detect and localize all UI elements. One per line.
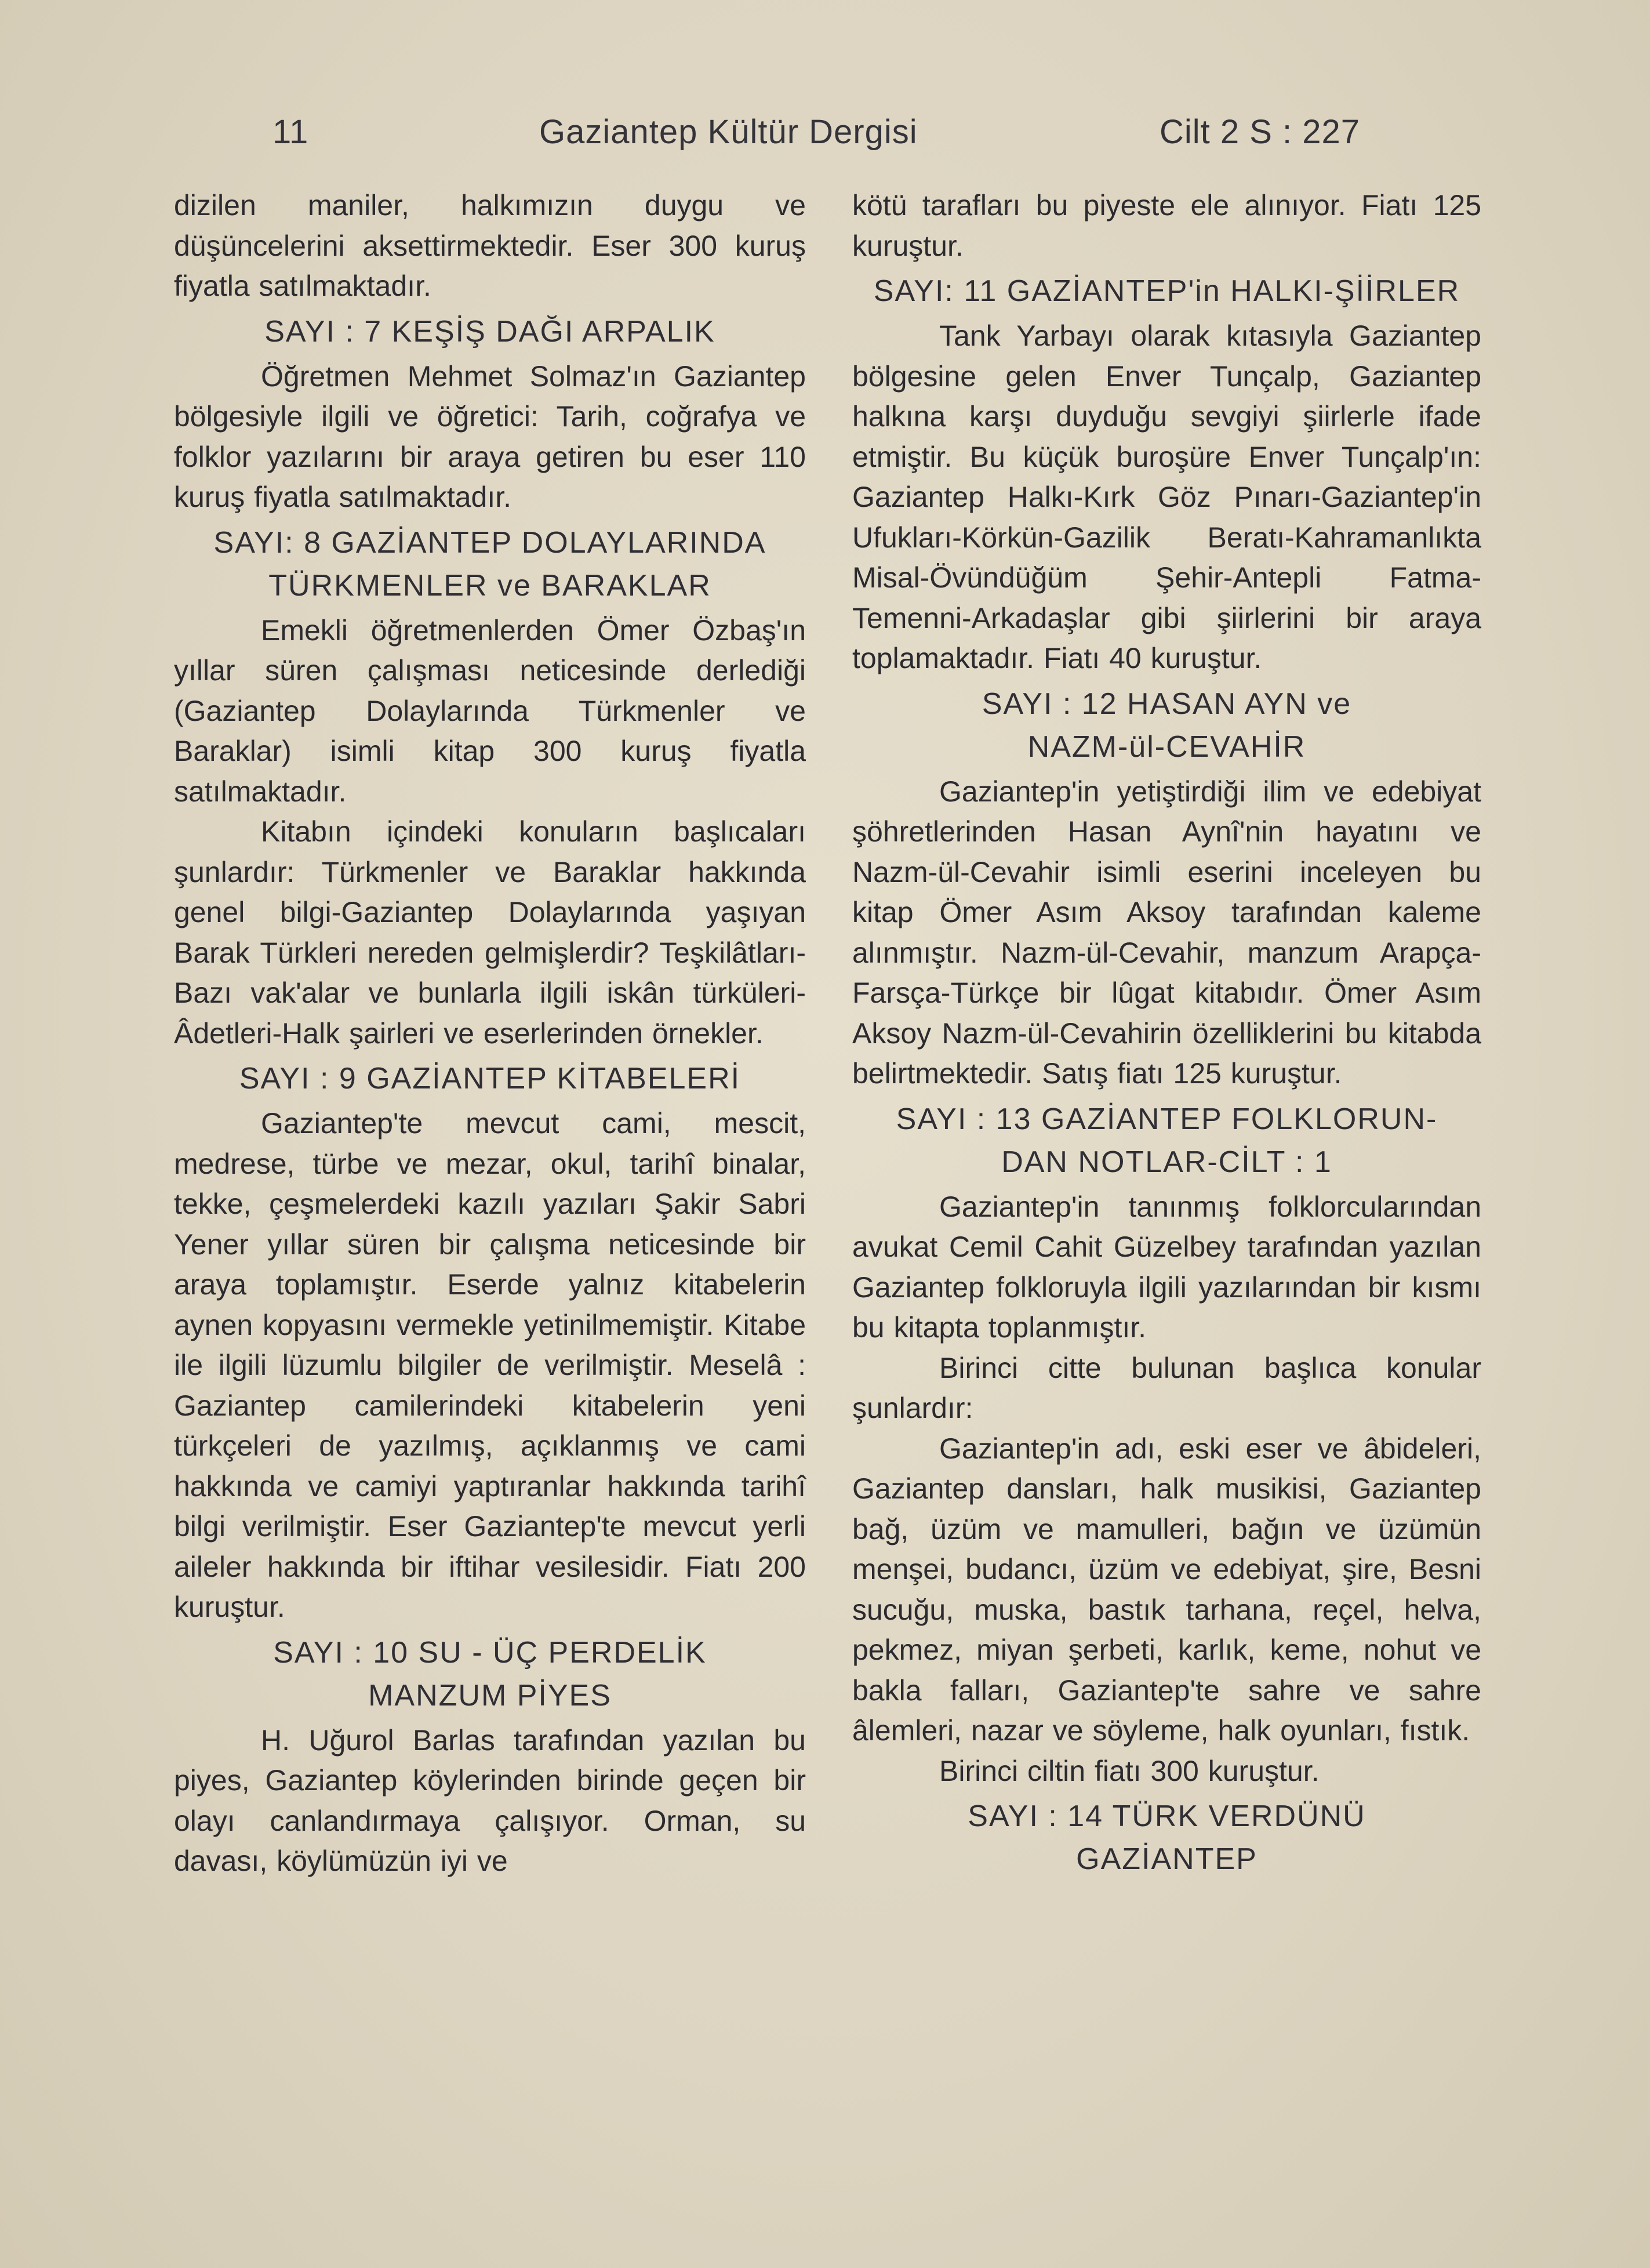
- heading-line: SAYI : 9 GAZİANTEP KİTABELERİ: [239, 1062, 741, 1095]
- heading-line: MANZUM PİYES: [368, 1678, 612, 1712]
- heading-line: GAZİANTEP: [1076, 1842, 1258, 1876]
- paragraph: Tank Yarbayı olarak kıtasıyla Gaziantep bölgesine gelen Enver Tunçalp, Gaziantep halkına karşı duyduğu sevgiyi şiirlerle ifade etmiştir. Bu küçük buroşüre Enver Tunçalp'ın: Gaziantep Halkı-Kırk Göz Pınarı-Gaziantep'in Ufukları-Körkün-Gazilik Beratı-Kahramanlıkta Misal-Övündüğüm Şehir-Antepli Fatma-Temenni-Arkadaşlar gibi şiirlerini bir araya toplamaktadır. Fiatı 40 kuruştur.: [852, 320, 1481, 674]
- left-column: [174, 186, 806, 1882]
- paragraph: H. Uğurol Barlas tarafından yazılan bu piyes, Gaziantep köylerinden birinde geçen bir olayı canlandırmaya çalışıyor. Orman, su davası, köylümüzün iyi ve: [174, 1723, 806, 1877]
- section-heading-sayi-12: [852, 683, 1481, 768]
- volume-issue: Cilt 2 S : 227: [1160, 113, 1361, 151]
- paragraph: Kitabın içindeki konuların başlıcaları şunlardır: Türkmenler ve Baraklar hakkında genel bilgi-Gaziantep Dolaylarında yaşıyan Barak Türkleri nereden gelmişlerdir? Teşkilâtları-Bazı vak'alar ve bunlarla ilgili iskân türküleri-Âdetleri-Halk şairleri ve eserlerinden örnekler.: [174, 815, 806, 1050]
- section-heading-sayi-10: [174, 1631, 806, 1717]
- right-column: [852, 186, 1481, 1884]
- heading-line: SAYI: 11 GAZİANTEP'in HALKI-ŞİİRLER: [873, 274, 1460, 308]
- paragraph: Gaziantep'in adı, eski eser ve âbideleri, Gaziantep dansları, halk musikisi, Gaziantep bağ, üzüm ve mamulleri, bağın ve üzümün menşei, budancı, üzüm ve edebiyat, şire, Besni sucuğu, muska, bastık tarhana, reçel, helva, pekmez, miyan şerbeti, karlık, keme, nohut ve bakla falları, Gaziantep'te sahre ve sahre âlemleri, nazar ve söyleme, halk oyunları, fıstık.: [852, 1432, 1481, 1747]
- section-heading-sayi-14: [852, 1795, 1481, 1881]
- section-heading-sayi-8: [174, 521, 806, 607]
- section-heading-sayi-9: [174, 1057, 806, 1100]
- paragraph: Gaziantep'in tanınmış folklorcularından avukat Cemil Cahit Güzelbey tarafından yazılan Gaziantep folkloruyla ilgili yazılarından bir kısmı bu kitapta toplanmıştır.: [852, 1190, 1481, 1344]
- paragraph: Gaziantep'in yetiştirdiği ilim ve edebiyat şöhretlerinden Hasan Aynî'nin hayatını ve Nazm-ül-Cevahir isimli eserini inceleyen bu kitap Ömer Asım Aksoy tarafından kaleme alınmıştır. Nazm-ül-Cevahir, manzum Arapça-Farsça-Türkçe bir lûgat kitabıdır. Ömer Asım Aksoy Nazm-ül-Cevahirin özelliklerini bu kitabda belirtmektedir. Satış fiatı 125 kuruştur.: [852, 775, 1481, 1090]
- heading-line: SAYI : 12 HASAN AYN ve: [982, 687, 1352, 721]
- heading-line: TÜRKMENLER ve BARAKLAR: [268, 568, 711, 603]
- paragraph: Öğretmen Mehmet Solmaz'ın Gaziantep bölgesiyle ilgili ve öğretici: Tarih, coğrafya ve folklor yazılarını bir araya getiren bu eser 110 kuruş fiyatla satılmaktadır.: [174, 360, 806, 513]
- paragraph: Birinci citte bulunan başlıca konular şunlardır:: [852, 1351, 1481, 1424]
- running-header: [0, 109, 1650, 155]
- heading-line: SAYI : 13 GAZİANTEP FOLKLORUN-: [896, 1102, 1438, 1136]
- journal-title: Gaziantep Kültür Dergisi: [539, 113, 918, 151]
- heading-line: SAYI: 8 GAZİANTEP DOLAYLARINDA: [213, 525, 766, 560]
- paragraph: Emekli öğretmenlerden Ömer Özbaş'ın yıllar süren çalışması neticesinde derlediği (Gaziantep Dolaylarında Türkmenler ve Baraklar) isimli kitap 300 kuruş fiyatla satılmaktadır.: [174, 614, 806, 808]
- heading-line: SAYI : 7 KEŞİŞ DAĞI ARPALIK: [264, 314, 715, 349]
- heading-line: SAYI : 14 TÜRK VERDÜNÜ: [968, 1799, 1366, 1833]
- section-heading-sayi-7: [174, 310, 806, 353]
- section-heading-sayi-13: [852, 1098, 1481, 1184]
- heading-line: SAYI : 10 SU - ÜÇ PERDELİK: [273, 1635, 707, 1670]
- paragraph: kötü tarafları bu piyeste ele alınıyor. Fiatı 125 kuruştur.: [852, 189, 1481, 262]
- section-heading-sayi-11: [852, 270, 1481, 313]
- heading-line: NAZM-ül-CEVAHİR: [1027, 730, 1306, 764]
- heading-line: DAN NOTLAR-CİLT : 1: [1001, 1145, 1332, 1179]
- paragraph: dizilen maniler, halkımızın duygu ve düşüncelerini aksettirmektedir. Eser 300 kuruş fiyatla satılmaktadır.: [174, 189, 806, 302]
- page-number: 11: [272, 113, 309, 151]
- paragraph: Birinci ciltin fiatı 300 kuruştur.: [939, 1754, 1320, 1787]
- paragraph: Gaziantep'te mevcut cami, mescit, medrese, türbe ve mezar, okul, tarihî binalar, tekke, çeşmelerdeki kazılı yazıları Şakir Sabri Yener yıllar süren bir çalışma neticesinde bir araya toplamıştır. Eserde yalnız kitabelerin aynen kopyasını vermekle yetinilmemiştir. Kitabe ile ilgili lüzumlu bilgiler de verilmiştir. Meselâ : Gaziantep camilerindeki kitabelerin yeni türkçeleri de yazılmış, açıklanmış ve cami hakkında ve camiyi yaptıranlar hakkında tarihî bilgi verilmiştir. Eser Gaziantep'te mevcut yerli aileler hakkında bir iftihar vesilesidir. Fiatı 200 kuruştur.: [174, 1107, 806, 1623]
